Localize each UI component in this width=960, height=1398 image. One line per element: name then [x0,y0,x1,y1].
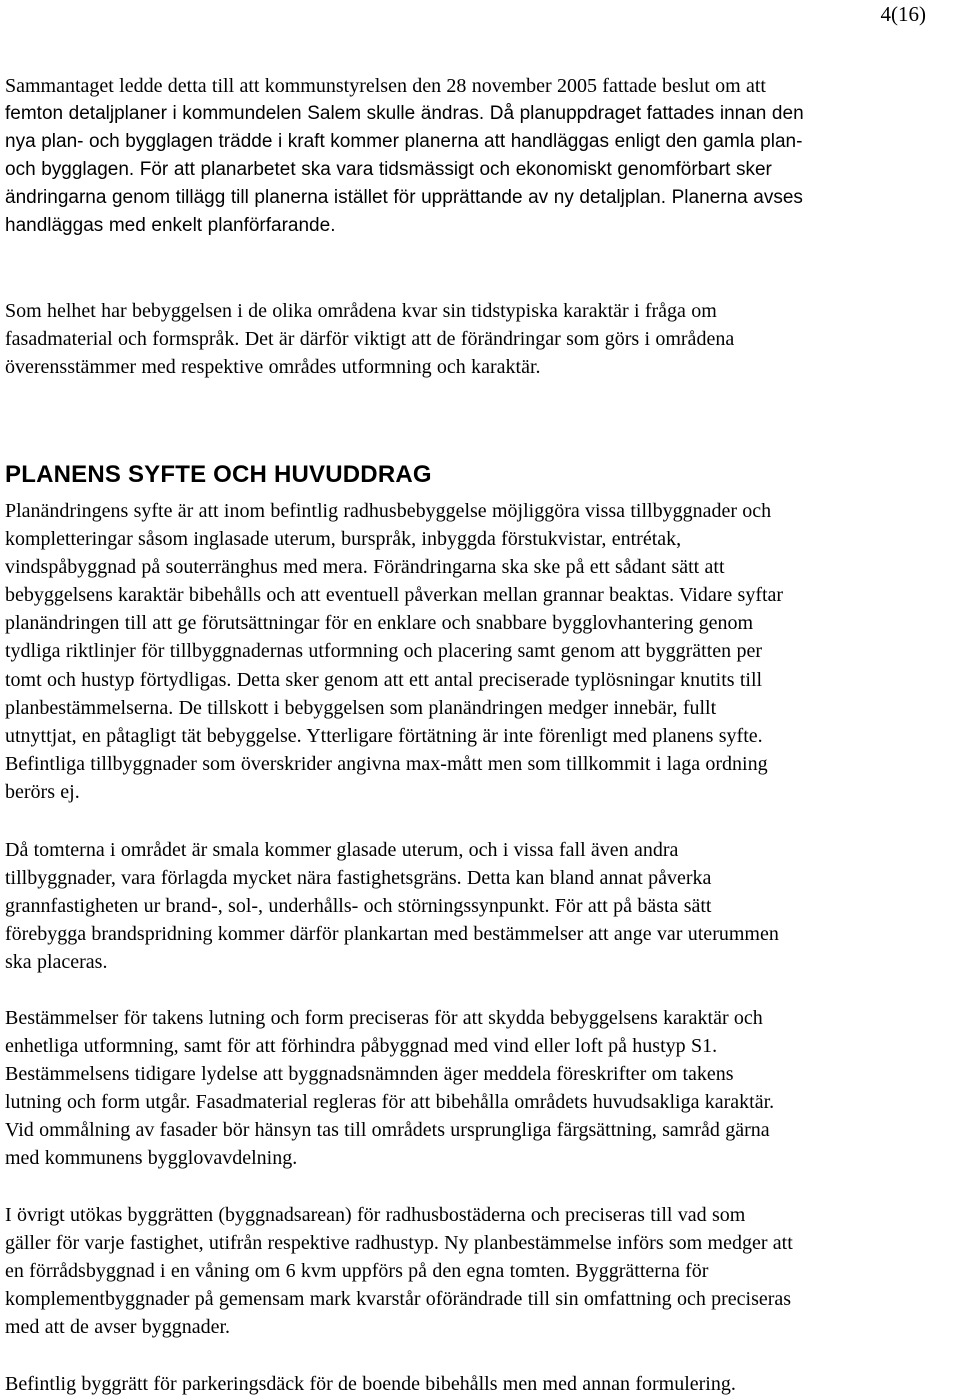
text-line: I övrigt utökas byggrätten (byggnadsarean) för radhusbostäderna och preciseras till vad som [5,1204,746,1226]
text-line: tydliga riktlinjer för tillbyggnadernas utformning och placering samt genom att byggrätten per [5,640,762,663]
text-line: tomt och hustyp förtydligas. Detta sker genom att ett antal preciserade typlösningar knutits till [5,668,763,691]
text-line: lutning och form utgår. Fasadmaterial regleras för att bibehålla områdets huvudsakliga karaktär. [5,1091,775,1114]
text-line: utnyttjat, en påtagligt tät bebyggelse. Ytterligare förtätning är inte förenligt med planens syfte. [5,724,763,747]
text-line: berörs ej. [5,780,80,803]
text-line: gäller för varje fastighet, utifrån respektive radhustyp. Ny planbestämmelse införs som medger att [5,1232,793,1255]
text-line: och bygglagen. För att planarbetet ska vara tidsmässigt och ekonomiskt genomförbart sker [5,159,772,181]
text-line: ändringarna genom tillägg till planerna istället för upprättande av ny detaljplan. Planerna avses [5,187,803,209]
section-heading: PLANENS SYFTE OCH HUVUDDRAG [5,461,432,488]
text-line: femton detaljplaner i kommundelen Salem skulle ändras. Då planuppdraget fattades innan den [5,103,804,125]
purpose-paragraph [5,497,955,806]
text-line: enhetliga utformning, samt för att förhindra påbyggnad med vind eller loft på hustyp S1. [5,1035,718,1058]
text-line: Planändringens syfte är att inom befintlig radhusbebyggelse möjliggöra vissa tillbyggnader och [5,500,772,522]
page-number: 4(16) [880,2,926,26]
text-line: en förrådsbyggnad i en våning om 6 kvm uppförs på den egna tomten. Byggrätterna för [5,1260,709,1283]
parking-paragraph [5,1370,955,1398]
text-line: handläggas med enkelt planförfarande. [5,215,336,237]
text-line: fasadmaterial och formspråk. Det är därför viktigt att de förändringar som görs i områdena [5,328,735,351]
plots-paragraph [5,836,955,976]
text-line: bebyggelsens karaktär bibehålls och att eventuell påverkan mellan grannar beaktas. Vidare syftar [5,584,784,607]
text-line: förebygga brandspridning kommer därför plankartan med bestämmelser att ange var uterummen [5,923,779,946]
intro-paragraph-1 [5,72,955,241]
text-line: nya plan- och bygglagen trädde i kraft kommer planerna att handläggas enligt den gamla plan- [5,131,803,153]
text-line: vindspåbyggnad på souterränghus med mera. Förändringarna ska ske på ett sådant sätt att [5,556,725,579]
text-line: Sammantaget ledde detta till att kommunstyrelsen den 28 november 2005 fattade beslut om att [5,75,766,97]
text-line: planändringen till att ge förutsättningar för en enklare och snabbare bygglovhantering genom [5,612,754,635]
text-line: grannfastigheten ur brand-, sol-, underhålls- och störningssynpunkt. För att på bästa sätt [5,895,712,918]
text-line: Befintliga tillbyggnader som överskrider angivna max-mått men som tillkommit i laga ordning [5,752,768,775]
roof-regulations-paragraph [5,1004,955,1173]
text-line: Då tomterna i området är smala kommer glasade uterum, och i vissa fall även andra [5,839,679,861]
text-line: Bestämmelser för takens lutning och form preciseras för att skydda bebyggelsens karaktär och [5,1007,763,1029]
building-rights-paragraph [5,1201,955,1341]
text-line: med kommunens bygglovavdelning. [5,1147,298,1170]
text-line: komplementbyggnader på gemensam mark kvarstår oförändrade till sin omfattning och preciseras [5,1288,792,1311]
text-line: Bestämmelsens tidigare lydelse att byggnadsnämnden äger meddela föreskrifter om takens [5,1063,734,1086]
text-line: överensstämmer med respektive områdes utformning och karaktär. [5,356,541,379]
intro-paragraph-2 [5,297,955,381]
text-line: ska placeras. [5,951,108,974]
text-line: Som helhet har bebyggelsen i de olika områdena kvar sin tidstypiska karaktär i fråga om [5,300,717,322]
text-line: Vid ommålning av fasader bör hänsyn tas till områdets ursprungliga färgsättning, samråd gärna [5,1119,770,1142]
text-line: Befintlig byggrätt för parkeringsdäck för de boende bibehålls men med annan formulering. [5,1373,736,1395]
text-line: tillbyggnader, vara förlagda mycket nära fastighetsgräns. Detta kan bland annat påverka [5,867,712,890]
text-line: kompletteringar såsom inglasade uterum, burspråk, inbyggda förstukvistar, entrétak, [5,528,682,551]
text-line: med att de avser byggnader. [5,1316,231,1339]
text-line: planbestämmelserna. De tillskott i bebyggelsen som planändringen medger innebär, fullt [5,696,717,719]
